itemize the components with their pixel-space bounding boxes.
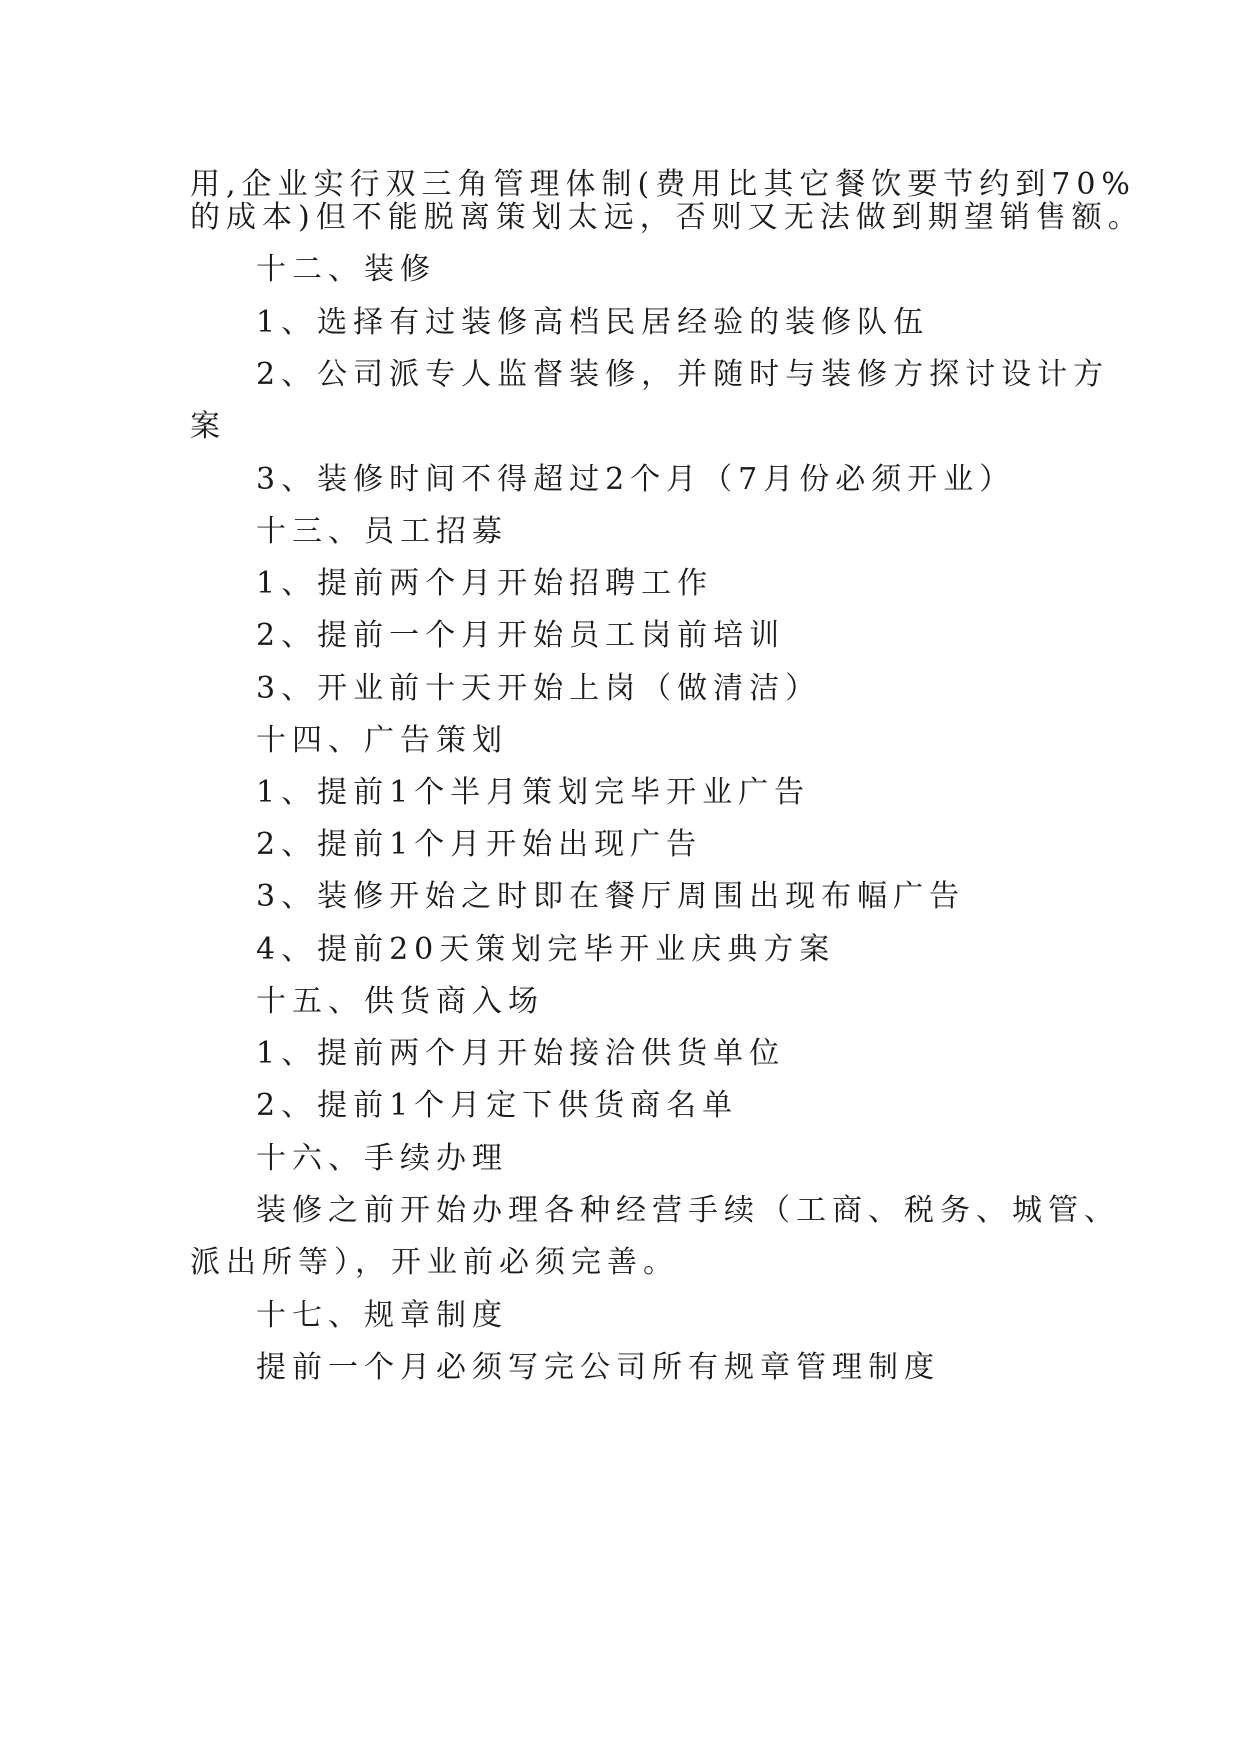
section-heading-regulations: 十七、规章制度 [256, 1298, 508, 1333]
section-heading-advertising: 十四、广告策划 [256, 723, 508, 758]
section-heading-recruitment: 十三、员工招募 [256, 514, 508, 549]
section-heading-suppliers: 十五、供货商入场 [256, 984, 544, 1019]
list-item: 2、提前1个月开始出现广告 [256, 827, 703, 862]
body-text-line: 用,企业实行双三角管理体制(费用比其它餐饮要节约到70% [190, 167, 1136, 202]
list-item: 1、提前1个半月策划完毕开业广告 [256, 775, 811, 810]
list-item: 1、提前两个月开始招聘工作 [256, 566, 714, 601]
body-text-line: 提前一个月必须写完公司所有规章管理制度 [256, 1350, 940, 1385]
list-item: 1、提前两个月开始接洽供货单位 [256, 1036, 786, 1071]
list-item: 3、装修时间不得超过2个月（7月份必须开业） [256, 462, 1016, 497]
body-text-line: 装修之前开始办理各种经营手续（工商、税务、城管、 [256, 1193, 1120, 1228]
body-text-line: 的成本)但不能脱离策划太远，否则又无法做到期望销售额。 [190, 200, 1144, 235]
body-text-line: 派出所等），开业前必须完善。 [190, 1245, 679, 1280]
list-item: 3、装修开始之时即在餐厅周围出现布幅广告 [256, 879, 966, 914]
section-heading-decoration: 十二、装修 [256, 252, 436, 287]
body-text-line: 案 [190, 409, 226, 444]
section-heading-procedures: 十六、手续办理 [256, 1141, 508, 1176]
list-item: 3、开业前十天开始上岗（做清洁） [256, 671, 822, 706]
list-item: 1、选择有过装修高档民居经验的装修队伍 [256, 305, 930, 340]
list-item: 4、提前20天策划完毕开业庆典方案 [256, 932, 836, 967]
list-item: 2、提前一个月开始员工岗前培训 [256, 618, 786, 653]
list-item: 2、提前1个月定下供货商名单 [256, 1088, 739, 1123]
list-item: 2、公司派专人监督装修，并随时与装修方探讨设计方 [256, 357, 1110, 392]
